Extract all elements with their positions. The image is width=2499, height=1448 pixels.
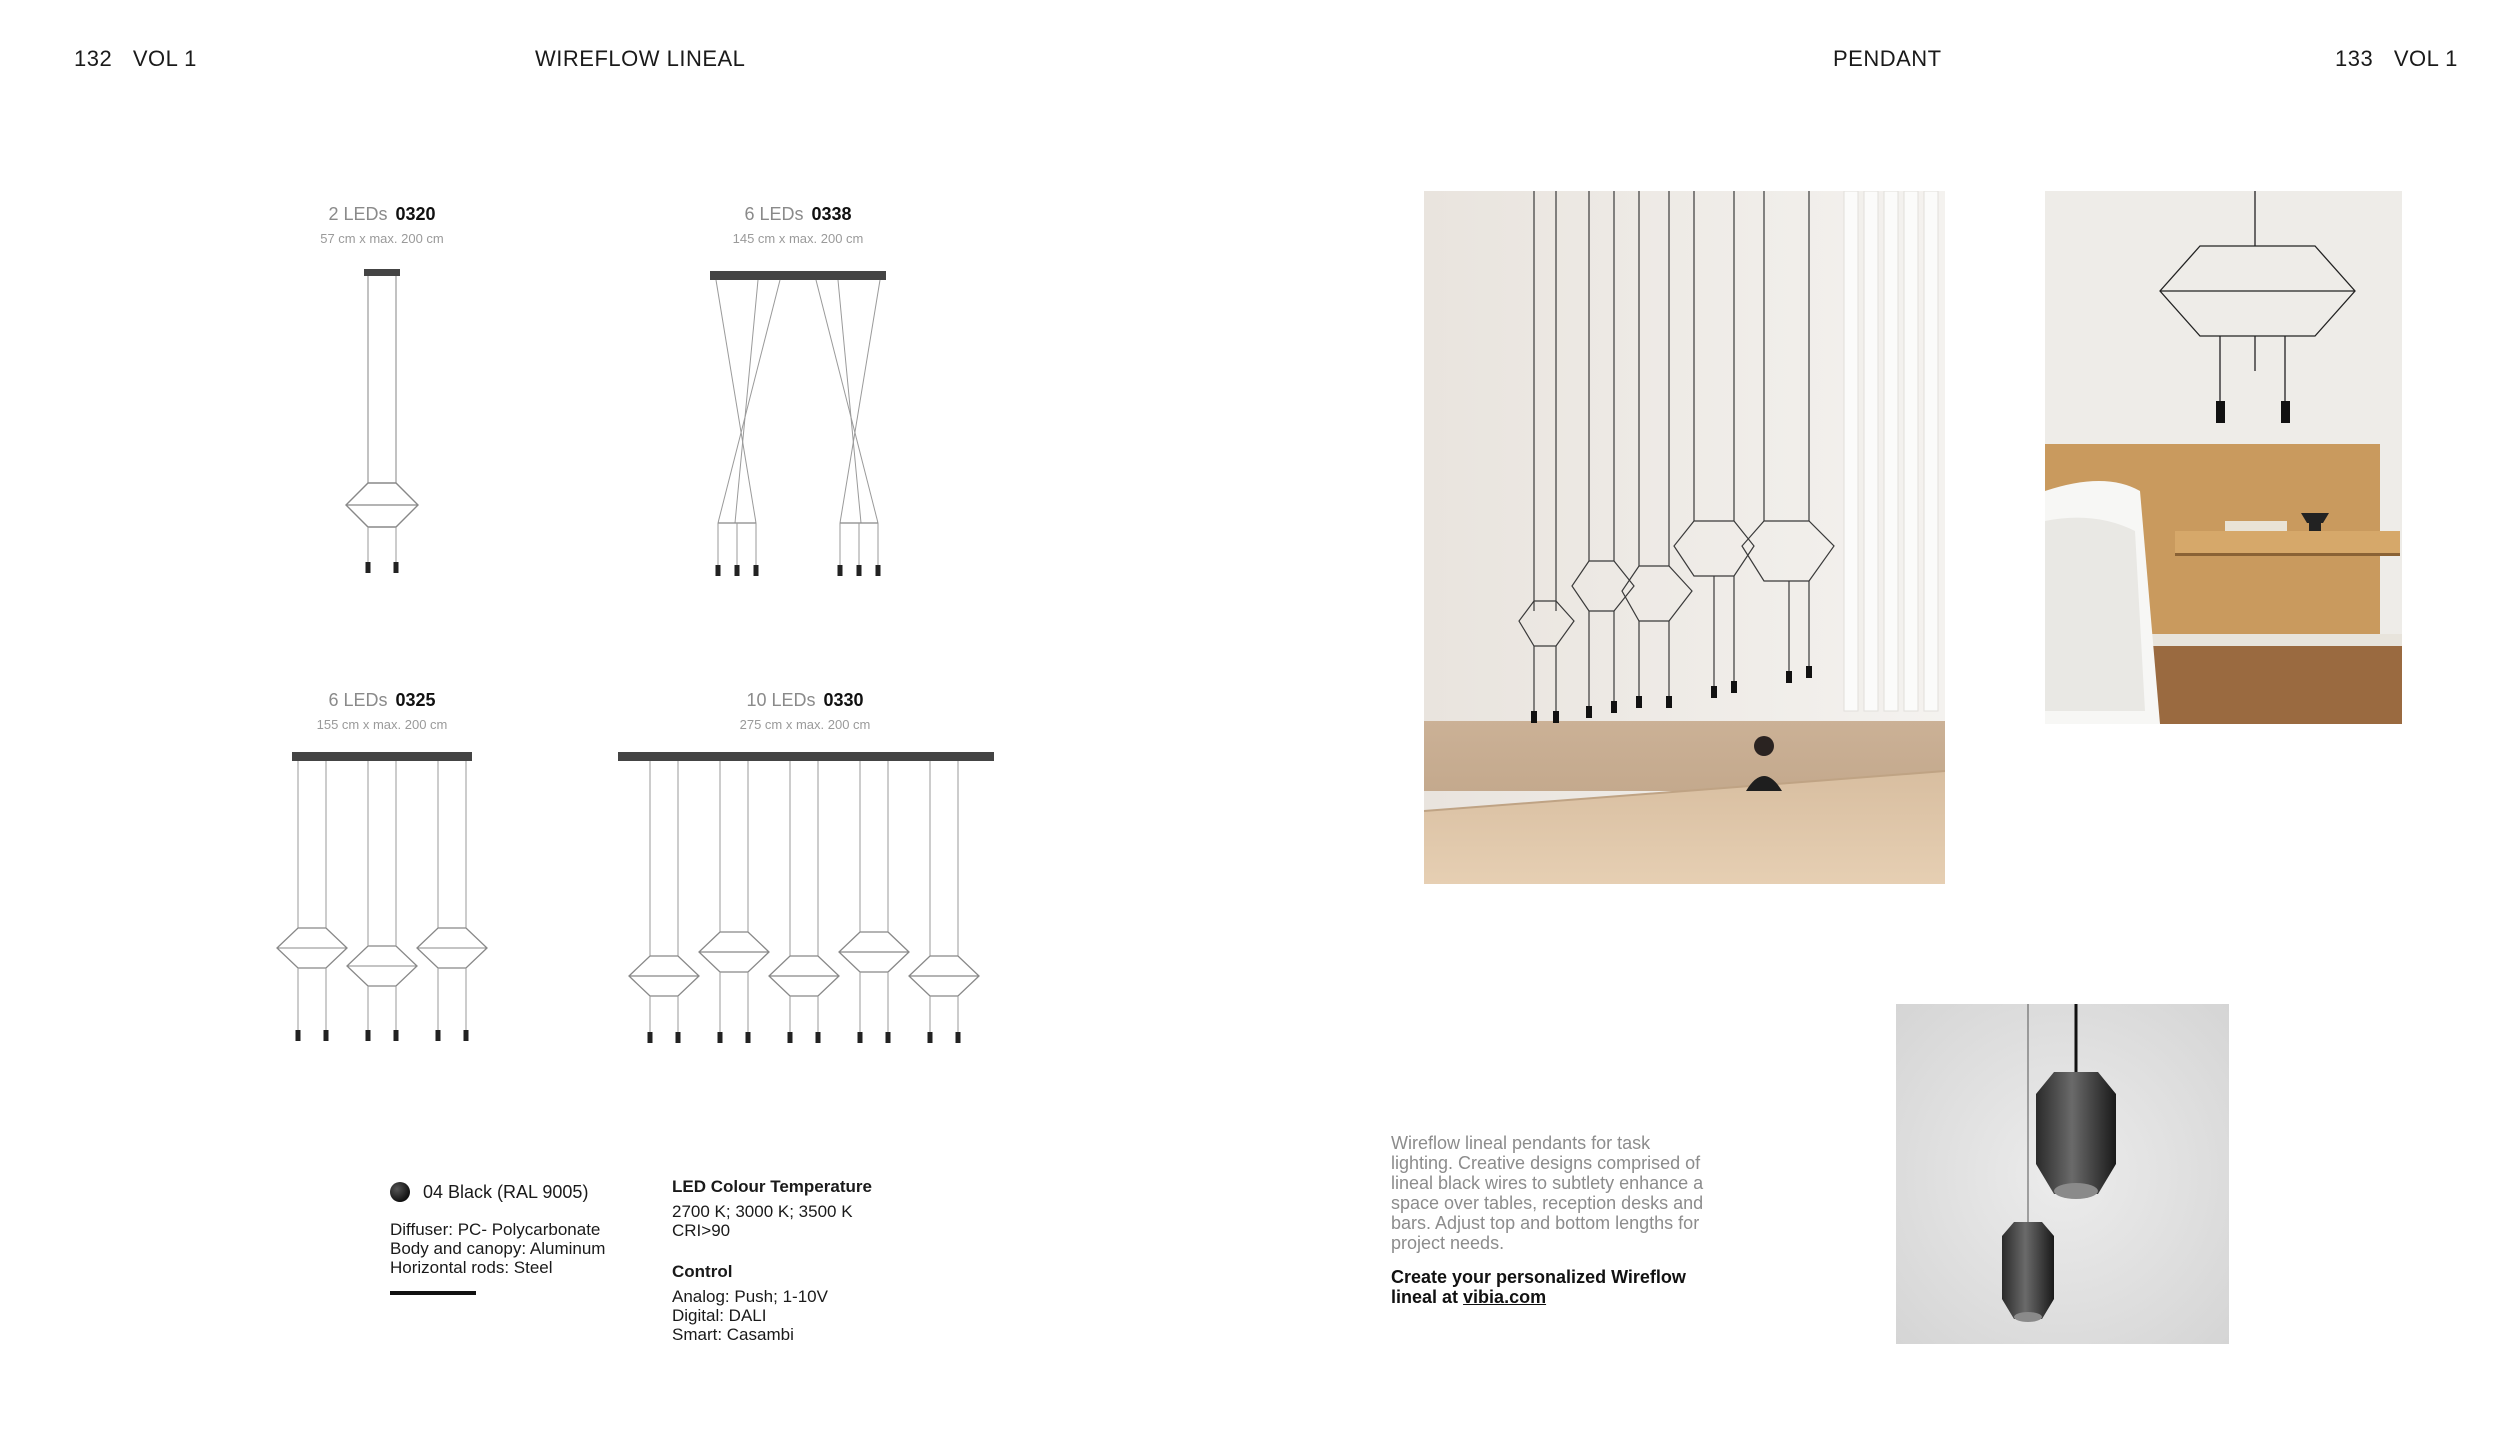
right-page-number [2335, 46, 2458, 72]
product-dims-0320: 57 cm x max. 200 cm [320, 231, 444, 246]
left-vol: VOL 1 [132, 46, 197, 71]
right-section-title: PENDANT [1833, 46, 1942, 71]
material-body: Body and canopy: Aluminum [390, 1239, 606, 1259]
lamp-drawing-0325 [270, 748, 500, 1048]
finish-row [390, 1182, 605, 1202]
product-code: 0325 [395, 690, 436, 710]
lamp-drawing-0320 [340, 265, 430, 580]
reception-photo [1424, 191, 1945, 884]
product-leds: 2 LEDs [328, 204, 388, 224]
product-title-0338 [668, 204, 928, 225]
product-title-0320 [252, 204, 512, 225]
reception-scene-image [1424, 191, 1945, 884]
product-code: 0338 [811, 204, 852, 224]
left-page-num: 132 [74, 46, 113, 71]
pendant-closeup-image [1896, 1004, 2229, 1344]
right-vol: VOL 1 [2393, 46, 2458, 71]
lamp-drawing-0330 [615, 748, 1005, 1048]
product-leds: 6 LEDs [328, 690, 388, 710]
control-analog: Analog: Push; 1-10V [672, 1287, 828, 1306]
control-smart: Smart: Casambi [672, 1325, 794, 1344]
finish-label: 04 Black (RAL 9005) [423, 1181, 589, 1202]
product-title-0325 [252, 690, 512, 711]
product-dims-0338: 145 cm x max. 200 cm [732, 231, 864, 246]
product-dims-0325: 155 cm x max. 200 cm [316, 717, 448, 732]
led-spec [672, 1177, 872, 1344]
pendant-closeup-photo [1896, 1004, 2229, 1344]
product-leds: 10 LEDs [746, 690, 816, 710]
cta-text: Create your personalized Wireflow lineal at [1391, 1267, 1686, 1307]
led-title: LED Colour Temperature [672, 1177, 872, 1196]
product-title-0330 [675, 690, 935, 711]
material-diffuser: Diffuser: PC- Polycarbonate [390, 1220, 601, 1240]
left-page-number [74, 46, 197, 72]
control-title: Control [672, 1262, 733, 1281]
customize-cta [1391, 1267, 1711, 1307]
divider-line [390, 1291, 476, 1295]
product-leds: 6 LEDs [744, 204, 804, 224]
bedroom-scene-image [2045, 191, 2402, 724]
vibia-link[interactable]: vibia.com [1463, 1287, 1547, 1307]
left-section-title: WIREFLOW LINEAL [535, 46, 746, 71]
product-code: 0330 [823, 690, 864, 710]
finish-spec [390, 1182, 605, 1295]
control-digital: Digital: DALI [672, 1306, 767, 1325]
led-values: 2700 K; 3000 K; 3500 K [672, 1202, 853, 1221]
right-page-num: 133 [2335, 46, 2374, 71]
material-rods: Horizontal rods: Steel [390, 1258, 553, 1278]
product-dims-0330: 275 cm x max. 200 cm [739, 717, 871, 732]
bedroom-photo [2045, 191, 2402, 724]
led-cri: CRI>90 [672, 1221, 731, 1240]
product-description: Wireflow lineal pendants for task lighting. Creative designs comprised of lineal black wires to subtlety enhance a space over tables, reception desks and bars. Adjust top and bottom lengths for project needs. [1391, 1133, 1704, 1253]
lamp-drawing-0338 [700, 265, 900, 580]
product-code: 0320 [395, 204, 436, 224]
black-finish-swatch-icon [390, 1182, 410, 1202]
